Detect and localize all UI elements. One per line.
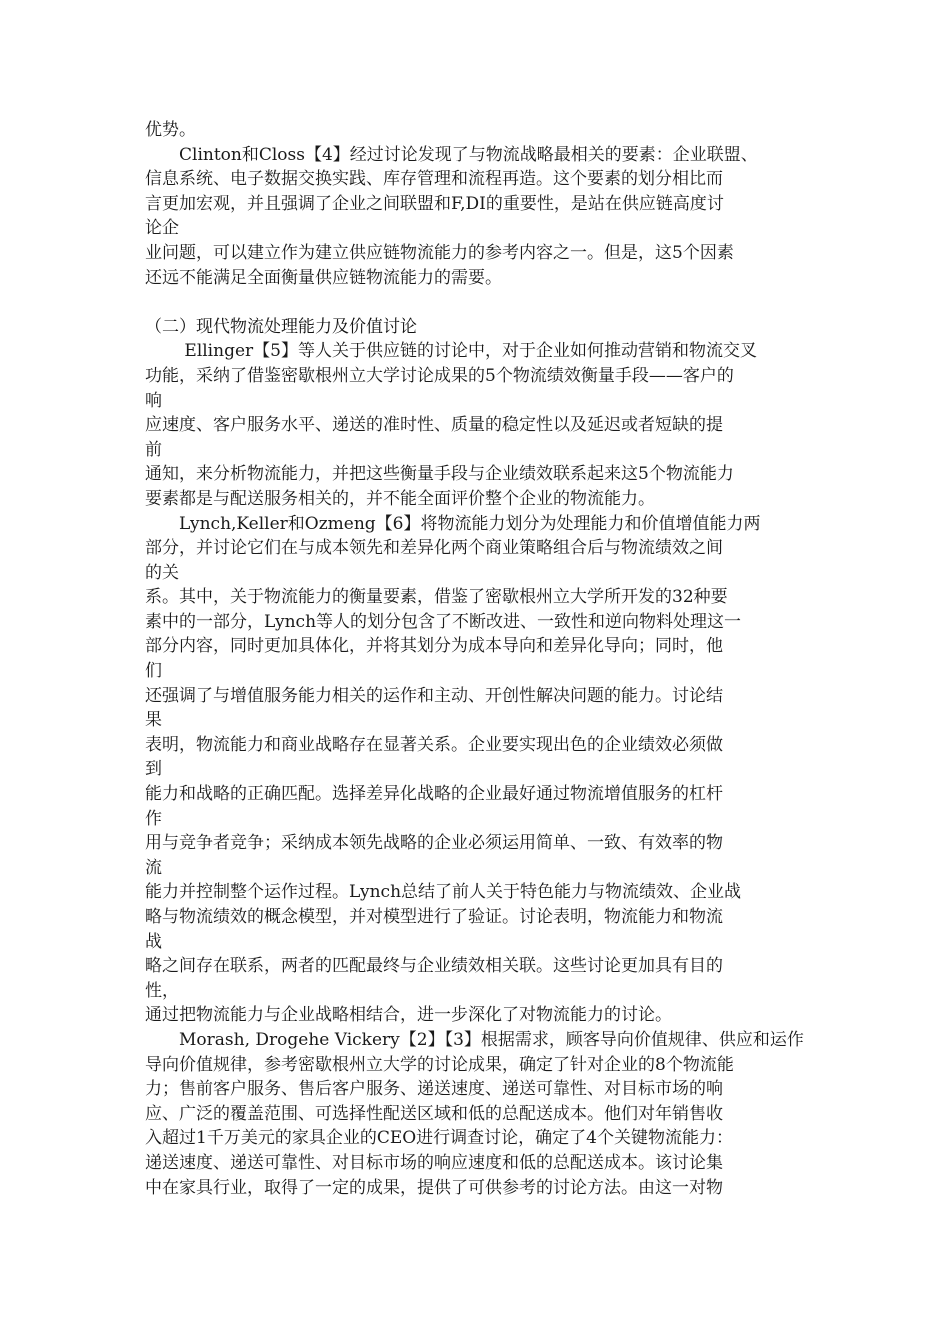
- text-line: Lynch,Keller和Ozmeng【6】将物流能力划分为处理能力和价值增值能力两: [145, 513, 761, 534]
- text-line: 前: [145, 439, 162, 460]
- text-line: 应速度、客户服务水平、递送的准时性、质量的稳定性以及延迟或者短缺的提: [145, 415, 723, 436]
- document-body: [145, 118, 807, 1200]
- text-line: 通知，来分析物流能力，并把这些衡量手段与企业绩效联系起来这5个物流能力: [145, 464, 734, 485]
- text-line: Morash, Drogehe Vickery【2】【3】根据需求，顾客导向价值规律、供应和运作: [145, 1029, 804, 1050]
- text-line: 略之间存在联系，两者的匹配最终与企业绩效相关联。这些讨论更加具有目的: [145, 956, 723, 977]
- text-line: 战: [145, 931, 162, 952]
- text-line: 部分，并讨论它们在与成本领先和差异化两个商业策略组合后与物流绩效之间: [145, 538, 723, 559]
- text-line: 中在家具行业，取得了一定的成果，提供了可供参考的讨论方法。由这一对物: [145, 1177, 723, 1198]
- text-line: 要素都是与配送服务相关的，并不能全面评价整个企业的物流能力。: [145, 488, 655, 509]
- text-line: 信息系统、电子数据交换实践、库存管理和流程再造。这个要素的划分相比而: [145, 169, 723, 190]
- text-line: 表明，物流能力和商业战略存在显著关系。企业要实现出色的企业绩效必须做: [145, 734, 723, 755]
- text-line: 还远不能满足全面衡量供应链物流能力的需要。: [145, 267, 502, 288]
- text-line: 通过把物流能力与企业战略相结合，进一步深化了对物流能力的讨论。: [145, 1005, 672, 1026]
- text-line: 导向价值规律，参考密歇根州立大学的讨论成果，确定了针对企业的8个物流能: [145, 1054, 734, 1075]
- text-line: 能力并控制整个运作过程。Lynch总结了前人关于特色能力与物流绩效、企业战: [145, 882, 742, 903]
- text-line: 流: [145, 857, 162, 878]
- section-heading: （二）现代物流处理能力及价值讨论: [145, 316, 417, 337]
- text-line: 递送速度、递送可靠性、对目标市场的响应速度和低的总配送成本。该讨论集: [145, 1152, 723, 1173]
- text-line: 优势。: [145, 120, 196, 140]
- text-line: 言更加宏观，并且强调了企业之间联盟和F,DI的重要性，是站在供应链高度讨: [145, 193, 724, 214]
- text-line: 部分内容，同时更加具体化，并将其划分为成本导向和差异化导向；同时，他: [145, 636, 723, 657]
- text-line: 业问题，可以建立作为建立供应链物流能力的参考内容之一。但是，这5个因素: [145, 242, 734, 263]
- text-line: 应、广泛的覆盖范围、可选择性配送区域和低的总配送成本。他们对年销售收: [145, 1103, 723, 1124]
- text-line: 响: [145, 390, 162, 411]
- text-line: 们: [145, 661, 162, 682]
- text-line: 入超过1千万美元的家具企业的CEO进行调查讨论，确定了4个关键物流能力：: [145, 1128, 733, 1149]
- text-line: 系。其中，关于物流能力的衡量要素，借鉴了密歇根州立大学所开发的32种要: [145, 587, 728, 608]
- text-line: 略与物流绩效的概念模型，并对模型进行了验证。讨论表明，物流能力和物流: [145, 907, 723, 927]
- text-line: 还强调了与增值服务能力相关的运作和主动、开创性解决问题的能力。讨论结: [145, 685, 723, 706]
- text-line: 作: [145, 808, 162, 829]
- text-line: 到: [145, 759, 162, 780]
- text-line: 性，: [145, 980, 179, 1001]
- text-line: Clinton和Closs【4】经过讨论发现了与物流战略最相关的要素：企业联盟、: [145, 144, 758, 165]
- text-line: 功能，采纳了借鉴密歇根州立大学讨论成果的5个物流绩效衡量手段——客户的: [145, 365, 734, 386]
- text-line: Ellinger【5】等人关于供应链的讨论中，对于企业如何推动营销和物流交叉: [145, 341, 757, 362]
- text-line: 果: [145, 710, 162, 731]
- text-line: 用与竞争者竞争；采纳成本领先战略的企业必须运用简单、一致、有效率的物: [145, 833, 723, 854]
- text-line: 能力和战略的正确匹配。选择差异化战略的企业最好通过物流增值服务的杠杆: [145, 784, 723, 805]
- paragraph-spacer: [145, 290, 807, 315]
- text-line: 素中的一部分，Lynch等人的划分包含了不断改进、一致性和逆向物料处理这一: [145, 611, 742, 632]
- text-line: 的关: [145, 562, 179, 583]
- text-line: 论企: [145, 218, 179, 239]
- text-line: 力；售前客户服务、售后客户服务、递送速度、递送可靠性、对目标市场的响: [145, 1079, 723, 1100]
